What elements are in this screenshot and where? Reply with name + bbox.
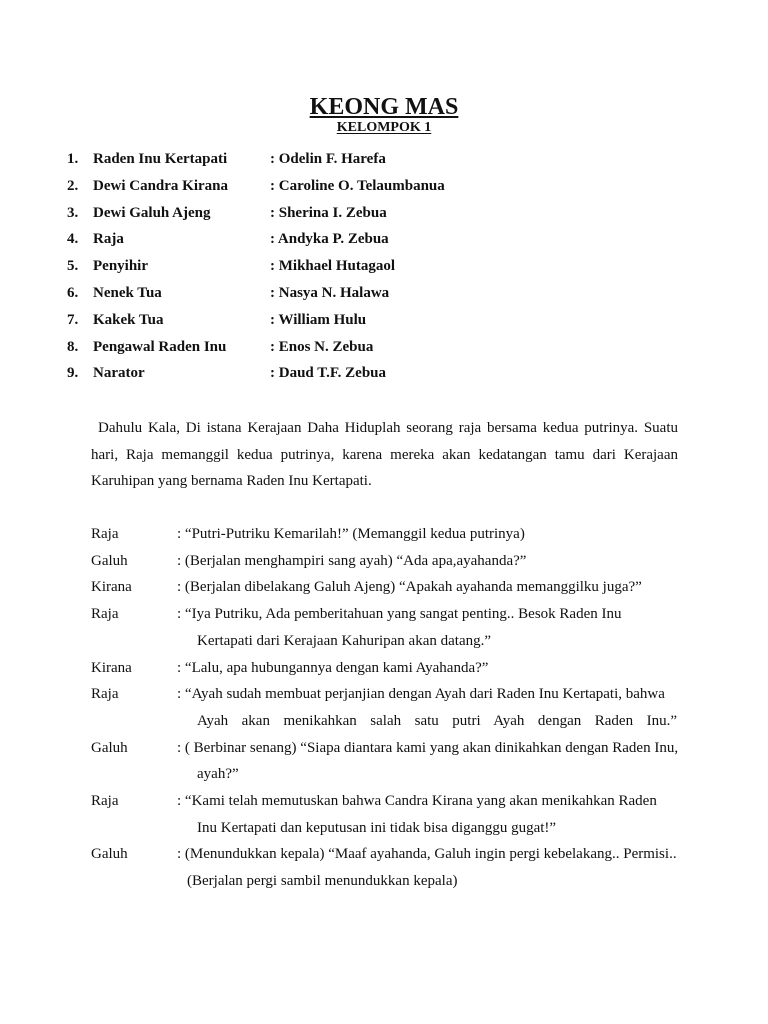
dialogue-text-line: Ayah akan menikahkan salah satu putri Ayah dengan Raden Inu.” — [197, 712, 677, 729]
dialogue-text — [177, 681, 677, 734]
dialogue-text-line: ayah?” — [197, 766, 239, 783]
cast-row — [67, 200, 707, 227]
dialogue-line — [91, 574, 691, 601]
dialogue-text-line: : (Berjalan dibelakang Galuh Ajeng) “Apakah ayahanda memanggilku juga?” — [177, 579, 642, 596]
dialogue-line — [91, 735, 691, 788]
dialogue-text — [177, 735, 677, 788]
cast-role: Nenek Tua — [93, 284, 162, 301]
speaker-name: Raja — [91, 686, 119, 703]
dialogue-text-line: Kertapati dari Kerajaan Kahuripan akan datang.” — [197, 632, 492, 649]
cast-actor: : Enos N. Zebua — [270, 338, 374, 355]
speaker-name: Galuh — [91, 739, 128, 756]
narrative-paragraph: Dahulu Kala, Di istana Kerajaan Daha Hiduplah seorang raja bersama kedua putrinya. Suatu hari, Raja memanggil kedua putrinya, karena mereka akan kedatangan tamu dari Kerajaan Karuhipan yang bernama Raden Inu Kertapati. — [91, 420, 678, 489]
speaker-name: Kirana — [91, 659, 132, 676]
document-title — [0, 92, 768, 122]
cast-actor: : William Hulu — [270, 311, 367, 328]
cast-role: Dewi Galuh Ajeng — [93, 204, 211, 221]
cast-number: 8. — [67, 338, 79, 355]
cast-role: Pengawal Raden Inu — [93, 338, 227, 355]
dialogue-text — [177, 655, 677, 682]
speaker-name: Raja — [91, 526, 119, 542]
cast-row — [67, 280, 707, 307]
cast-list — [67, 146, 707, 387]
dialogue-line — [91, 548, 691, 575]
dialogue-text-line: (Berjalan pergi sambil menundukkan kepala) — [187, 873, 458, 890]
cast-number: 2. — [67, 177, 79, 194]
dialogue-line — [91, 655, 691, 682]
cast-row — [67, 146, 707, 173]
speaker-name: Raja — [91, 606, 119, 623]
cast-actor: : Mikhael Hutagaol — [270, 258, 396, 275]
dialogue-script — [91, 521, 691, 895]
dialogue-text-line: : (Berjalan menghampiri sang ayah) “Ada apa,ayahanda?” — [177, 552, 527, 569]
cast-number: 3. — [67, 204, 79, 221]
dialogue-text-line: : “Kami telah memutuskan bahwa Candra Kirana yang akan menikahkan Raden — [177, 793, 657, 810]
dialogue-line — [91, 788, 691, 841]
dialogue-text-line: : ( Berbinar senang) “Siapa diantara kami yang akan dinikahkan dengan Raden Inu, — [177, 739, 679, 756]
speaker-name: Galuh — [91, 552, 128, 569]
dialogue-text-line: : (Menundukkan kepala) “Maaf ayahanda, Galuh ingin pergi kebelakang.. Permisi.. — [177, 846, 677, 863]
speaker-name: Kirana — [91, 579, 132, 596]
cast-number: 9. — [67, 365, 79, 382]
cast-actor: : Caroline O. Telaumbanua — [270, 177, 445, 194]
cast-actor: : Odelin F. Harefa — [270, 151, 386, 167]
cast-row — [67, 173, 707, 200]
cast-actor: : Andyka P. Zebua — [270, 231, 389, 248]
cast-row — [67, 253, 707, 280]
dialogue-text-line: : “Iya Putriku, Ada pemberitahuan yang sangat penting.. Besok Raden Inu — [177, 606, 622, 623]
cast-number: 4. — [67, 231, 79, 248]
dialogue-line — [91, 521, 691, 548]
dialogue-text-line: : “Lalu, apa hubungannya dengan kami Ayahanda?” — [177, 659, 489, 676]
cast-role: Raden Inu Kertapati — [93, 151, 228, 167]
cast-row — [67, 334, 707, 361]
document-subtitle-text: KELOMPOK 1 — [336, 120, 432, 135]
dialogue-text-line: : “Putri-Putriku Kemarilah!” (Memanggil kedua putrinya) — [177, 526, 525, 542]
cast-actor: : Sherina I. Zebua — [270, 204, 387, 221]
speaker-name: Raja — [91, 793, 119, 810]
cast-number: 7. — [67, 311, 79, 328]
dialogue-text — [177, 521, 677, 548]
cast-row — [67, 307, 707, 334]
cast-number: 5. — [67, 258, 79, 275]
dialogue-line — [91, 601, 691, 654]
cast-role: Kakek Tua — [93, 311, 164, 328]
cast-role: Dewi Candra Kirana — [93, 177, 228, 194]
cast-role: Narator — [93, 365, 145, 382]
cast-actor: : Nasya N. Halawa — [270, 284, 390, 301]
dialogue-text — [177, 548, 677, 575]
cast-number: 1. — [67, 151, 79, 167]
dialogue-text — [177, 574, 677, 601]
dialogue-text — [177, 788, 677, 841]
cast-role: Raja — [93, 231, 124, 248]
cast-row — [67, 360, 707, 387]
dialogue-text-line: : “Ayah sudah membuat perjanjian dengan Ayah dari Raden Inu Kertapati, bahwa — [177, 686, 665, 703]
dialogue-text-line: Inu Kertapati dan keputusan ini tidak bisa diganggu gugat!” — [197, 819, 557, 836]
speaker-name: Galuh — [91, 846, 128, 863]
document-subtitle — [0, 119, 768, 137]
cast-number: 6. — [67, 284, 79, 301]
cast-row — [67, 226, 707, 253]
dialogue-text — [177, 841, 677, 894]
dialogue-text — [177, 601, 677, 654]
cast-role: Penyihir — [93, 258, 148, 275]
cast-actor: : Daud T.F. Zebua — [270, 365, 387, 382]
dialogue-line — [91, 841, 691, 894]
document-title-text: KEONG MAS — [309, 94, 459, 120]
dialogue-line — [91, 681, 691, 734]
